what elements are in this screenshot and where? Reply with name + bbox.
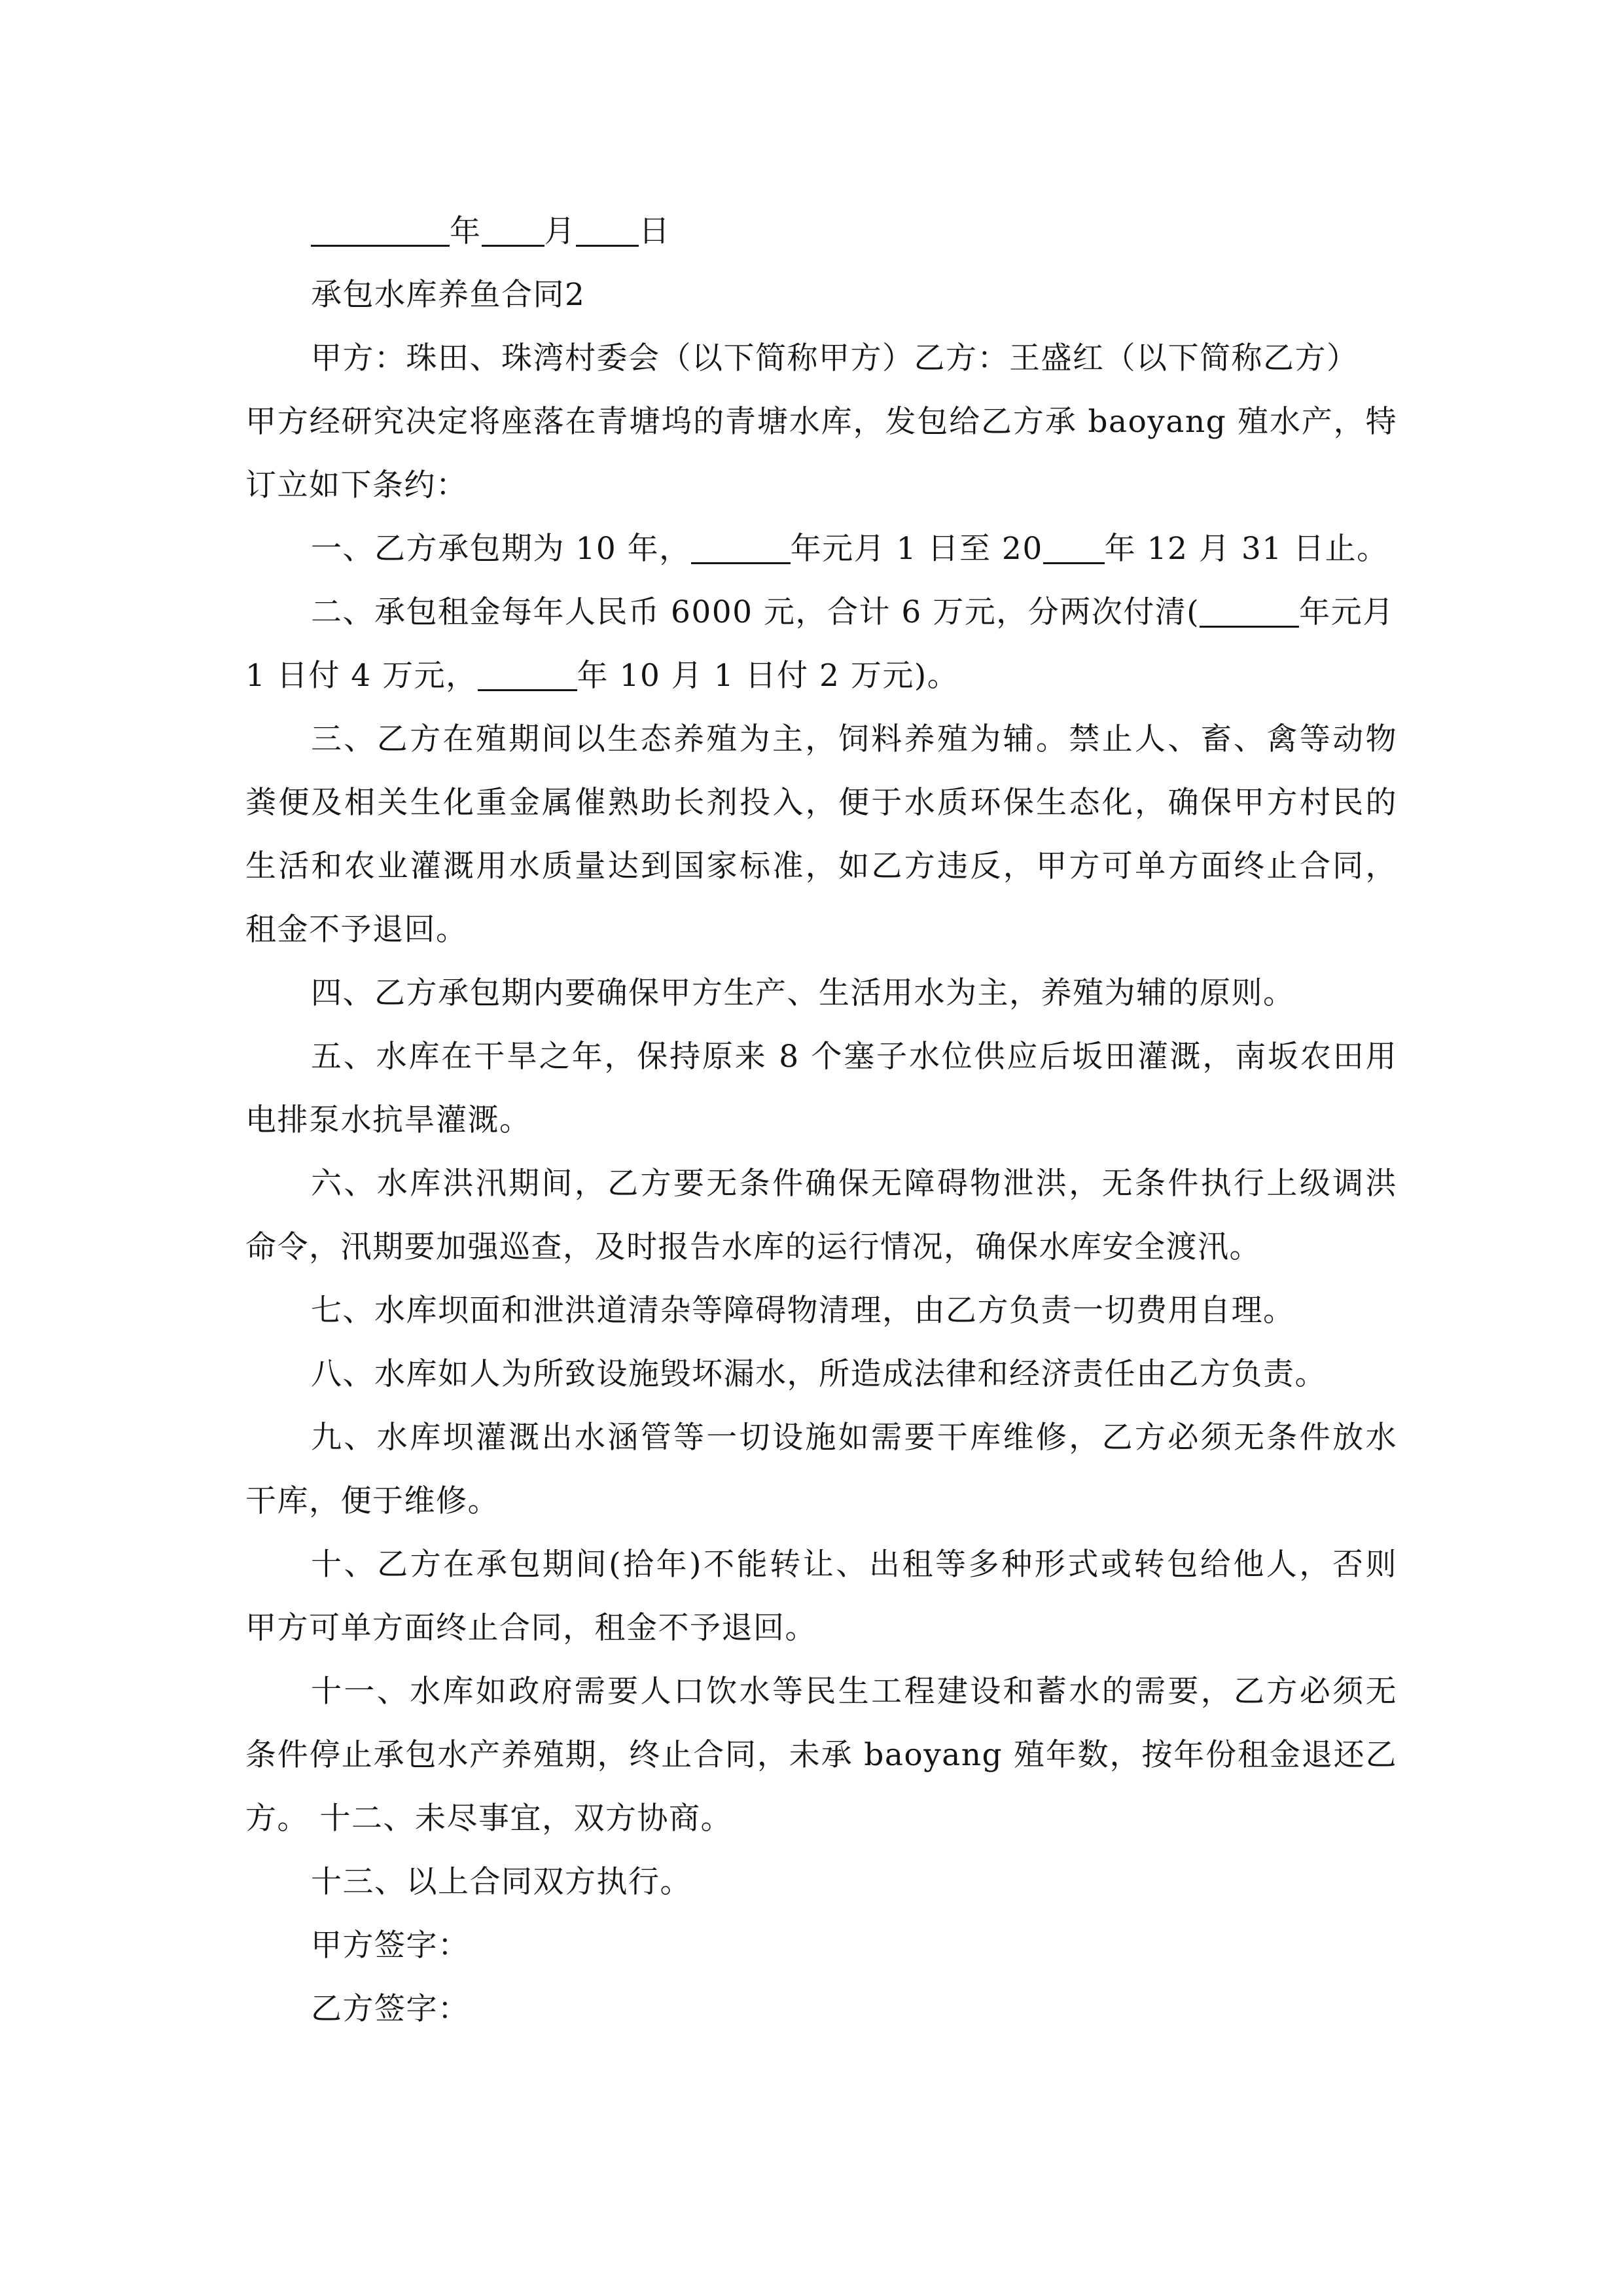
- clause-2-text-c: 1 日付 4 万元，: [245, 658, 478, 694]
- intro-line-2: 订立如下条约：: [245, 467, 468, 503]
- clause-2-line-1: [245, 581, 1397, 644]
- year-label: 年: [450, 213, 482, 249]
- clause-3-line-3: 生活和农业灌溉用水质量达到国家标准，如乙方违反，甲方可单方面终止合同，: [245, 848, 1397, 884]
- clause-8-line-1: 八、水库如人为所致设施毁坏漏水，所造成法律和经济责任由乙方负责。: [311, 1356, 1327, 1392]
- clause-2-text-d: 年 10 月 1 日付 2 万元)。: [577, 658, 959, 694]
- intro-line-1: 甲方经研究决定将座落在青塘坞的青塘水库，发包给乙方承 baoyang 殖水产，特: [245, 404, 1397, 440]
- clause-3-line-4: 租金不予退回。: [245, 912, 468, 948]
- clause-3-line-1: 三、乙方在殖期间以生态养殖为主，饲料养殖为辅。禁止人、畜、禽等动物: [311, 721, 1397, 757]
- clause-6-line-2: 命令，汛期要加强巡查，及时报告水库的运行情况，确保水库安全渡汛。: [245, 1229, 1261, 1265]
- party-b-signature: 乙方签字：: [311, 1991, 470, 2027]
- clause-5-line-1: 五、水库在干旱之年，保持原来 8 个塞子水位供应后坂田灌溉，南坂农田用: [311, 1039, 1397, 1075]
- clause-1-text-c: 年 12 月 31 日止。: [1104, 531, 1389, 567]
- date-line: [245, 200, 1397, 263]
- clause-7-line-1: 七、水库坝面和泄洪道清杂等障碍物清理，由乙方负责一切费用自理。: [311, 1293, 1295, 1329]
- parties-line: 甲方：珠田、珠湾村委会（以下简称甲方）乙方：王盛红（以下简称乙方）: [311, 340, 1359, 376]
- party-a-signature: 甲方签字：: [311, 1928, 470, 1964]
- document-body: [245, 200, 1397, 2041]
- day-blank: [576, 213, 639, 247]
- clause-1-text-b: 年元月 1 日至 20: [790, 531, 1043, 567]
- clause-2-line-2: [245, 644, 1397, 708]
- clause-9-line-2: 干库，便于维修。: [245, 1483, 499, 1519]
- clause-2-text-b: 年元月: [1299, 594, 1395, 630]
- clause-4-line-1: 四、乙方承包期内要确保甲方生产、生活用水为主，养殖为辅的原则。: [311, 975, 1295, 1011]
- clause-11-line-3: 方。 十二、未尽事宜，双方协商。: [245, 1801, 732, 1837]
- month-blank: [482, 213, 544, 247]
- clause-2-text-a: 二、承包租金每年人民币 6000 元，合计 6 万元，分两次付清(: [311, 594, 1200, 630]
- contract-title: 承包水库养鱼合同2: [311, 277, 586, 313]
- year-blank: [311, 213, 450, 247]
- clause-10-line-1: 十、乙方在承包期间(拾年)不能转让、出租等多种形式或转包给他人，否则: [311, 1547, 1397, 1583]
- day-label: 日: [639, 213, 671, 249]
- clause-1-text-a: 一、乙方承包期为 10 年，: [311, 531, 691, 567]
- clause-11-line-1: 十一、水库如政府需要人口饮水等民生工程建设和蓄水的需要，乙方必须无: [311, 1674, 1397, 1710]
- clause-10-line-2: 甲方可单方面终止合同，租金不予退回。: [245, 1610, 817, 1646]
- clause-3-line-2: 粪便及相关生化重金属催熟助长剂投入，便于水质环保生态化，确保甲方村民的: [245, 785, 1397, 821]
- clause-5-line-2: 电排泵水抗旱灌溉。: [245, 1102, 531, 1138]
- clause-13-line-1: 十三、以上合同双方执行。: [311, 1864, 692, 1900]
- clause-1-blank-1: [691, 531, 791, 564]
- clause-1: [245, 517, 1397, 581]
- clause-11-line-2: 条件停止承包水产养殖期，终止合同，未承 baoyang 殖年数，按年份租金退还乙: [245, 1737, 1397, 1773]
- clause-6-line-1: 六、水库洪汛期间，乙方要无条件确保无障碍物泄洪，无条件执行上级调洪: [311, 1166, 1397, 1202]
- clause-2-blank-2: [478, 658, 577, 691]
- clause-1-blank-2: [1043, 531, 1105, 564]
- month-label: 月: [544, 213, 576, 249]
- clause-2-blank-1: [1200, 594, 1299, 628]
- clause-9-line-1: 九、水库坝灌溉出水涵管等一切设施如需要干库维修，乙方必须无条件放水: [311, 1420, 1397, 1456]
